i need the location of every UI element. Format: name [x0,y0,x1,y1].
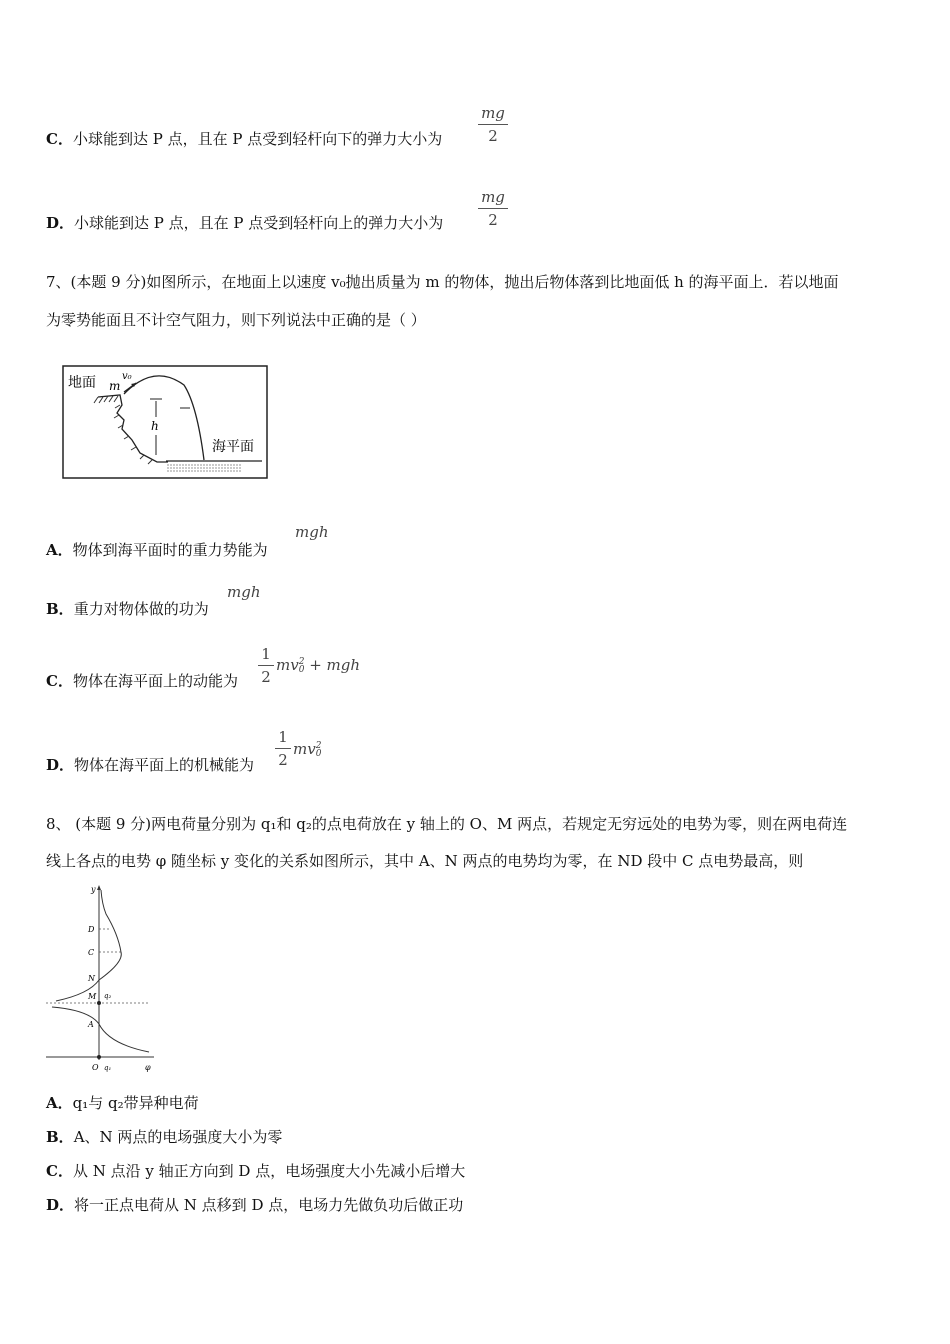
q7-option-c-math [276,656,360,674]
q8-option-a[interactable] [46,1092,199,1113]
fraction-denominator: 2 [261,668,271,686]
math-tail: + mgh [304,656,361,674]
q8-option-c-text: 从 N 点沿 y 轴正方向到 D 点，电场强度大小先减小后增大 [72,1162,466,1180]
q7-option-c-fraction [258,645,274,686]
q8-option-c-label: C． [46,1162,73,1180]
m-label: M [88,992,97,1001]
math-sup: 2 [298,657,305,667]
fraction-denominator: 2 [488,211,498,229]
q6-option-d-text: 小球能到达 P 点，且在 P 点受到轻杆向上的弹力大小为 [74,214,444,232]
q6-option-c-label: C． [46,130,73,148]
q8-option-d-text: 将一正点电荷从 N 点移到 D 点，电场力先做负功后做正功 [74,1196,464,1214]
q6-option-d-fraction [478,188,508,229]
q7-option-d-label: D． [46,756,75,774]
q8-option-b-text: A、N 两点的电场强度大小为零 [73,1128,283,1146]
q7-option-a-label: A． [46,541,73,559]
q7-option-b-text: 重力对物体做的功为 [73,600,209,618]
d-label: D [88,925,95,934]
y-axis-label: y [91,885,96,894]
fraction-bar [258,665,274,666]
math-mv: mv [276,656,299,674]
q8-option-b[interactable] [46,1126,282,1147]
figure-ground-label: 地面 [68,375,96,391]
fraction-numerator: mg [481,104,505,122]
q8-option-d-label: D． [46,1196,75,1214]
figure-mass-label: m [109,379,121,393]
q7-option-b-label: B． [46,600,74,618]
q7-option-d-math [293,740,321,758]
q6-option-d[interactable] [46,212,443,233]
q7-option-b-math: mgh [227,583,261,601]
math-sup: 2 [315,741,322,751]
q8-option-c[interactable] [46,1160,465,1181]
phi-curve-lower [52,1007,149,1052]
q7-option-d-fraction [275,728,291,769]
q7-option-d-text: 物体在海平面上的机械能为 [74,756,255,774]
fraction-bar [275,748,291,749]
q8-option-a-text: q₁与 q₂带异种电荷 [72,1094,199,1112]
figure-height-label: h [151,419,159,433]
fraction-bar [478,124,508,125]
q7-stem-line2: 为零势能面且不计空气阻力，则下列说法中正确的是（ ） [46,311,426,329]
phi-curve-upper [56,890,121,1001]
q2-label: q₂ [104,992,112,1000]
fraction-bar [478,208,508,209]
figure-sea-label: 海平面 [212,439,254,455]
q8-stem-line2: 线上各点的电势 φ 随坐标 y 变化的关系如图所示，其中 A、N 两点的电势均为零，在 ND 段中 C 点电势最高，则 [46,852,804,870]
a-label: A [88,1020,94,1029]
fraction-denominator: 2 [278,751,288,769]
q7-option-a[interactable] [46,539,268,560]
fraction-numerator: 1 [261,645,271,663]
q6-option-d-label: D． [46,214,75,232]
n-label: N [88,974,95,983]
q7-option-a-text: 物体到海平面时的重力势能为 [72,541,268,559]
fraction-denominator: 2 [488,127,498,145]
q8-option-b-label: B． [46,1128,74,1146]
q7-option-b[interactable] [46,598,209,619]
c-label: C [88,948,95,957]
figure-velocity-label: v₀ [122,371,132,382]
charge-q2-point [97,1001,101,1005]
math-sub: 0 [315,749,322,759]
q8-stem-line1: 8、 (本题 9 分)两电荷量分别为 q₁和 q₂的点电荷放在 y 轴上的 O、M 两点，若规定无穷远处的电势为零，则在两电荷连 [46,815,848,833]
y-axis-arrow [97,885,101,890]
q8-option-a-label: A． [46,1094,73,1112]
math-mv: mv [293,740,316,758]
fraction-numerator: 1 [278,728,288,746]
q6-option-c-text: 小球能到达 P 点，且在 P 点受到轻杆向下的弹力大小为 [72,130,443,148]
origin-label: O [92,1063,99,1072]
math-sub: 0 [298,665,305,675]
q7-option-c-label: C． [46,672,73,690]
q7-figure [62,365,268,479]
q6-option-c-fraction [478,104,508,145]
q7-option-a-math: mgh [295,523,329,541]
q7-option-d[interactable] [46,754,254,775]
q1-label: q₁ [104,1064,112,1072]
phi-axis-label: φ [145,1063,151,1072]
q7-stem-line1: 7、(本题 9 分)如图所示，在地面上以速度 v₀抛出质量为 m 的物体，抛出后物体落到比地面低 h 的海平面上．若以地面 [46,273,839,291]
q7-option-c-text: 物体在海平面上的动能为 [72,672,238,690]
q6-option-c[interactable] [46,128,442,149]
charge-q1-point [97,1055,101,1059]
q7-option-c[interactable] [46,670,238,691]
sea-texture [166,463,242,473]
q8-option-d[interactable] [46,1194,463,1215]
fraction-numerator: mg [481,188,505,206]
q8-figure [44,882,158,1074]
